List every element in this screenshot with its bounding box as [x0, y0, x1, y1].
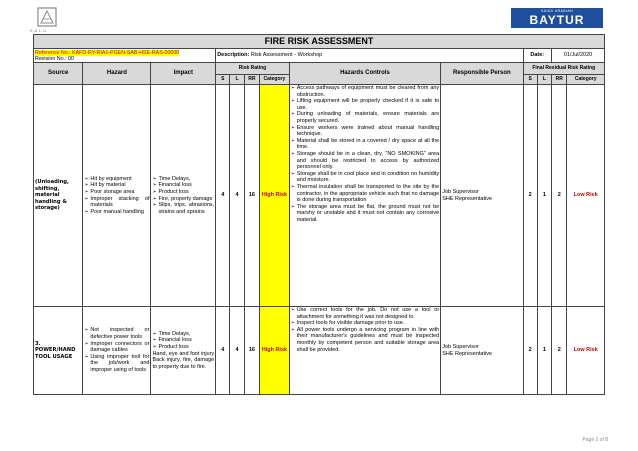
- list-item: ➢ The storage area must be flat, the ground must not be marshy or unstable and it must not contain any corrosive material.: [291, 204, 439, 224]
- col-l: L: [230, 75, 244, 85]
- list-item: ➢ Storage should be in a clean, dry, "NO SMOKING" area and should be restricted to access by authorized personnel only.: [291, 151, 439, 171]
- reference-number: Reference No.: KAFD-RY-RIA1-PGEN-SAB-HSE-RAS-00000: [35, 49, 180, 56]
- row-final-l: 1: [537, 307, 551, 395]
- row-final-category: Low Risk: [567, 85, 605, 307]
- row-rr: 16: [244, 85, 259, 307]
- row-final-rr: 2: [552, 85, 567, 307]
- list-item: ➢ Slips, trips, abrasions, strains and sprains: [152, 202, 214, 215]
- col-risk-rating: Risk Rating: [216, 63, 290, 75]
- responsible-person: Job Supervisor: [442, 343, 479, 350]
- row-s: 4: [216, 307, 230, 395]
- col-final-category: Category: [567, 75, 605, 85]
- responsible-person: Job Supervisor: [442, 188, 479, 195]
- list-item: ➢ Hit by equipment: [84, 176, 149, 183]
- list-item: ➢ Use correct tools for the job. Do not use a tool or attachment for something it was not designed to.: [291, 307, 439, 320]
- page-title: FIRE RISK ASSESSMENT: [34, 35, 605, 49]
- row-final-s: 2: [523, 307, 537, 395]
- list-item: ➢ Hit by material: [84, 182, 149, 189]
- row-source: (Unloading, shifting, material handling & storage): [34, 85, 83, 307]
- description-cell: [216, 49, 523, 63]
- list-item: ➢ Improper stacking of materials: [84, 196, 149, 209]
- col-s: S: [216, 75, 230, 85]
- row-category: High Risk: [260, 307, 290, 395]
- list-item: ➢ Poor manual handling: [84, 209, 149, 216]
- date-label: Date:: [523, 49, 552, 63]
- col-hazard: Hazard: [83, 63, 151, 85]
- list-item: ➢ Ensure workers were trained about manual handling technique.: [291, 125, 439, 138]
- row-impacts: [151, 307, 216, 395]
- row-source: 3. POWER/HAND TOOL USAGE: [34, 307, 83, 395]
- list-item: ➢ Product loss: [152, 189, 214, 196]
- baytur-logo-title: BAYTUR: [529, 13, 585, 27]
- row-l: 4: [230, 307, 244, 395]
- list-item: ➢ Not inspected or defective power tools: [84, 327, 149, 340]
- col-source: Source: [34, 63, 83, 85]
- row-hazards: [83, 307, 151, 395]
- col-rr: RR: [244, 75, 259, 85]
- col-final-s: S: [523, 75, 537, 85]
- list-item: ➢ During unloading of materials, ensure materials are properly secured.: [291, 111, 439, 124]
- risk-assessment-table: [33, 34, 605, 395]
- page-number: Page 2 of 8: [582, 437, 608, 443]
- row-final-l: 1: [537, 85, 551, 307]
- list-item: ➢ Time Delays,: [152, 176, 214, 183]
- list-item: ➢ Thermal insulation shall be transported to the site by the contractor, in the appropriate vehicle such that no damage is done during transportation: [291, 184, 439, 204]
- list-item: ➢ Storage shall be in cool place and in condition no humidity and moisture.: [291, 171, 439, 184]
- list-item: ➢ Financial loss: [152, 337, 214, 344]
- row-l: 4: [230, 85, 244, 307]
- row-impacts: [151, 85, 216, 307]
- row-rr: 16: [244, 307, 259, 395]
- list-item: ➢ Fire, property damage: [152, 196, 214, 203]
- baytur-logo-subtitle: SAUDI ARABIAN: [540, 9, 574, 13]
- kalu-logo-text: K A L U: [30, 28, 47, 33]
- list-item: ➢ Access pathways of equipment must be cleared from any obstruction.: [291, 85, 439, 98]
- row-s: 4: [216, 85, 230, 307]
- row-responsible: [441, 307, 523, 395]
- description-value: Risk Assessment - Workshop: [250, 52, 323, 59]
- row-controls: [289, 307, 440, 395]
- list-item: ➢ Inspect tools for visible damage prior to use.: [291, 320, 439, 327]
- responsible-person: SHE Representative: [442, 350, 493, 357]
- list-item: ➢ Improper connectors or damage cables: [84, 341, 149, 354]
- date-value: 01/Jul/2020: [552, 49, 605, 63]
- responsible-person: SHE Representative: [442, 195, 493, 202]
- table-row: [34, 307, 605, 395]
- reference-cell: [34, 49, 216, 63]
- col-category: Category: [260, 75, 290, 85]
- description-label: Description:: [217, 52, 250, 59]
- list-item: ➢ Using improper tool for the job/work and improper using of tools: [84, 354, 149, 374]
- list-item: ➢ All power tools undergo a servicing program in line with their manufacturer's guidelines and must be inspected monthly by competent person and suitable storage area shall be provided.: [291, 327, 439, 353]
- list-item: ➢ Time Delays,: [152, 331, 214, 338]
- row-final-category: Low Risk: [567, 307, 605, 395]
- list-item: ➢ Lifting equipment will be properly checked if it is safe to use.: [291, 98, 439, 111]
- baytur-logo: [511, 8, 603, 28]
- list-item: ➢ Product loss: [152, 344, 214, 351]
- col-impact: Impact: [151, 63, 216, 85]
- row-final-rr: 2: [552, 307, 567, 395]
- row-controls: [289, 85, 440, 307]
- col-hazards-controls: Hazards Controls: [289, 63, 440, 85]
- col-final-l: L: [537, 75, 551, 85]
- col-responsible-person: Responsible Person: [441, 63, 523, 85]
- row-responsible: [441, 85, 523, 307]
- col-final-rr: RR: [552, 75, 567, 85]
- table-row: [34, 85, 605, 307]
- list-item: ➢ Poor storage area: [84, 189, 149, 196]
- list-item: ➢ Financial loss: [152, 182, 214, 189]
- row-category: High Risk: [260, 85, 290, 307]
- row-final-s: 2: [523, 85, 537, 307]
- revision-number: Revision No.: 00: [35, 55, 74, 62]
- col-final-rating: Final Residual Risk Rating: [523, 63, 604, 75]
- impact-extra: Hand, eye and foot injury Back injury, fire, damage to property due to fire.: [152, 350, 215, 370]
- list-item: ➢ Material shall be stored in a covered / dry space at all the time.: [291, 138, 439, 151]
- row-hazards: [83, 85, 151, 307]
- kalu-logo-icon: [34, 4, 60, 30]
